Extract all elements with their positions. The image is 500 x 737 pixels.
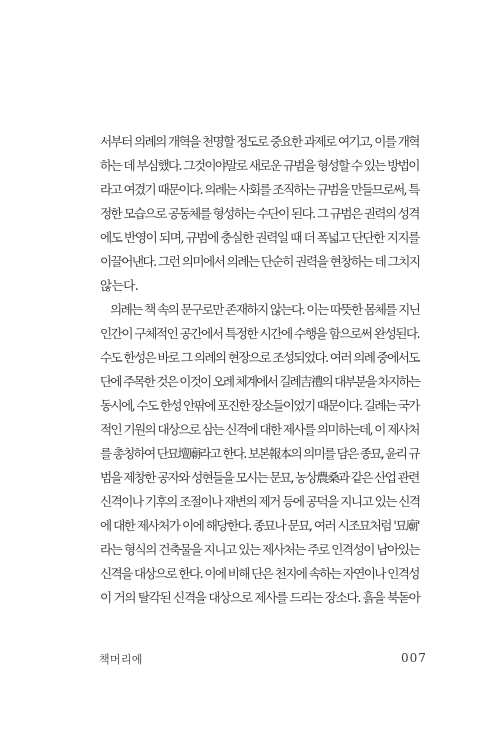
text-line: 정한 모습으로 공동체를 형성하는 수단이 된다. 그 규범은 권력의 성격 [100, 206, 419, 221]
text-line: 에도 반영이 되며, 규범에 충실한 권력일 때 더 폭넓고 단단한 지지를 [100, 230, 419, 245]
page-number: 007 [401, 651, 427, 665]
text-line: 적인 기원의 대상으로 삼는 신격에 대한 제사를 의미하는데, 이 제사처 [100, 422, 419, 437]
text-line: 않는다. [100, 278, 139, 293]
text-line: 동시에, 수도 한성 안팎에 포진한 장소들이었기 때문이다. 길례는 국가 [100, 398, 419, 413]
text-line: 에 대한 제사처가 이에 해당한다. 종묘나 문묘, 여러 시조묘처럼 '묘廟' [100, 518, 419, 533]
paragraph-start-line: 의례는 책 속의 문구로만 존재하지 않는다. 이는 따뜻한 몸체를 지닌 [110, 302, 420, 317]
running-footer-title: 책머리에 [99, 653, 143, 666]
body-text [100, 130, 420, 610]
text-line: 하는 데 부심했다. 그것이야말로 새로운 규범을 형성할 수 있는 방법이 [100, 158, 419, 173]
text-line: 를 총칭하여 단묘壇廟라고 한다. 보본報本의 의미를 담은 종묘, 윤리 규 [100, 446, 419, 461]
text-line: 신격을 대상으로 한다. 이에 비해 단은 천지에 속하는 자연이나 인격성 [100, 566, 419, 581]
text-line: 단에 주목한 것은 이것이 오례 체계에서 길례吉禮의 대부분을 차지하는 [100, 374, 420, 389]
text-line: 라고 여겼기 때문이다. 의례는 사회를 조직하는 규범을 만들므로써, 특 [100, 182, 419, 197]
text-line: 신격이나 기후의 조절이나 재변의 제거 등에 공덕을 지니고 있는 신격 [100, 494, 420, 509]
text-line: 수도 한성은 바로 그 의례의 현장으로 조성되었다. 여러 의례 중에서도 [100, 350, 419, 365]
text-line: 범을 제창한 공자와 성현들을 모시는 문묘, 농상農桑과 같은 산업 관련 [100, 470, 419, 485]
text-line: 이끌어낸다. 그런 의미에서 의례는 단순히 권력을 현창하는 데 그치지 [100, 254, 420, 269]
text-line: 이 거의 탈각된 신격을 대상으로 제사를 드리는 장소다. 흙을 북돋아 [100, 590, 420, 605]
text-line: 라는 형식의 건축물을 지니고 있는 제사처는 주로 인격성이 남아있는 [100, 542, 420, 557]
text-line: 인간이 구체적인 공간에서 특정한 시간에 수행을 함으로써 완성된다. [100, 326, 420, 341]
text-line: 서부터 의례의 개혁을 천명할 정도로 중요한 과제로 여기고, 이를 개혁 [100, 134, 419, 149]
